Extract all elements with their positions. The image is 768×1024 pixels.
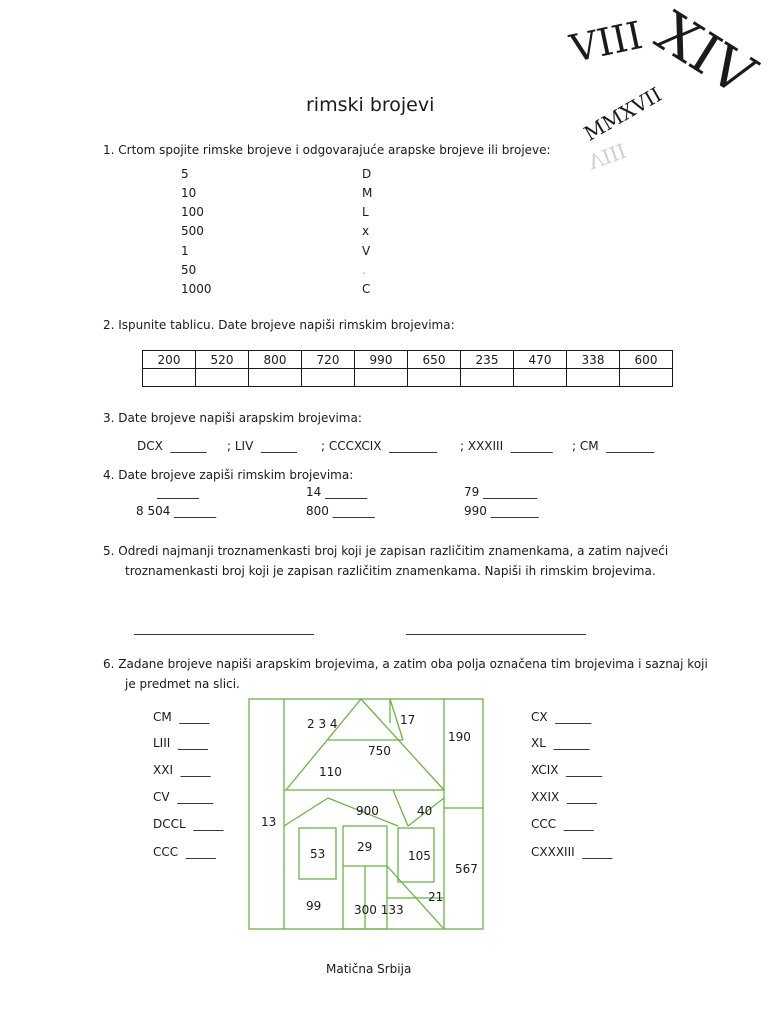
q4-item: 8 504 _______ [136,504,217,518]
house-label: 900 [356,804,379,818]
q3-item: DCX ______ [137,439,207,453]
house-label: 40 [417,804,433,818]
house-label: 17 [400,713,416,727]
q4-item: _______ [157,485,199,499]
q2-answer-cell[interactable] [567,369,620,387]
decor-numeral-reflection: VIII [585,138,630,174]
house-label: 13 [261,815,277,829]
q1-arabic-item: 5 [181,167,189,181]
roman-numerals-decoration [560,0,768,200]
house-label: 110 [319,765,342,779]
q3-item: ; CCCXCIX ________ [321,439,438,453]
q1-instruction: 1. Crtom spojite rimske brojeve i odgovarajuće arapske brojeve ili brojeve: [103,143,551,157]
q2-answer-cell[interactable] [143,369,196,387]
q2-value-cell: 520 [196,351,249,369]
q6-right-item: CX ______ [531,710,592,724]
q6-left-item: CM _____ [153,710,210,724]
decor-numeral-mmxvii: MMXVII [579,82,666,146]
house-label: 99 [306,899,322,913]
house-label: 53 [310,847,326,861]
q1-roman-item: . [362,263,366,277]
q5-instruction-line1: 5. Odredi najmanji troznamenkasti broj koji je zapisan različitim znamenkama, a zatim najveći [103,544,669,558]
q4-instruction: 4. Date brojeve zapiši rimskim brojevima: [103,468,354,482]
house-label: 190 [448,730,471,744]
q6-left-item: LIII _____ [153,736,208,750]
q6-right-item: CCC _____ [531,817,594,831]
q6-left-item: XXI _____ [153,763,211,777]
q2-value-cell: 650 [408,351,461,369]
q5-instruction-line2: troznamenkasti broj koji je zapisan različitim znamenkama. Napiši ih rimskim brojevima. [125,564,656,578]
q2-table [142,350,673,387]
q3-instruction: 3. Date brojeve napiši arapskim brojevima: [103,411,362,425]
q2-value-cell: 990 [355,351,408,369]
q6-left-item: DCCL _____ [153,817,224,831]
q6-right-item: XXIX _____ [531,790,597,804]
q2-answer-cell[interactable] [620,369,673,387]
house-label: 21 [428,890,444,904]
q6-right-item: XCIX ______ [531,763,603,777]
q2-value-cell: 200 [143,351,196,369]
q1-roman-item: V [362,244,371,258]
q1-roman-item: C [362,282,371,296]
house-label: 567 [455,862,478,876]
q2-answer-cell[interactable] [355,369,408,387]
q4-item: 990 ________ [464,504,539,518]
house-label: 105 [408,849,431,863]
q2-answer-cell[interactable] [461,369,514,387]
q1-arabic-item: 1 [181,244,189,258]
q2-answer-cell[interactable] [196,369,249,387]
q1-roman-item: M [362,186,373,200]
q2-value-cell: 338 [567,351,620,369]
q6-left-item: CCC _____ [153,845,216,859]
q1-roman-item: x [362,224,370,238]
q1-arabic-item: 50 [181,263,197,277]
q2-answer-cell[interactable] [514,369,567,387]
q2-answer-cell[interactable] [249,369,302,387]
q2-instruction: 2. Ispunite tablicu. Date brojeve napiši rimskim brojevima: [103,318,455,332]
q1-arabic-item: 10 [181,186,197,200]
q2-value-cell: 800 [249,351,302,369]
q3-item: ; LIV ______ [227,439,297,453]
q5-answer-blank[interactable]: ______________________________ [134,621,314,635]
house-label: 300 133 [354,903,404,917]
q4-item: 79 _________ [464,485,538,499]
house-puzzle-figure [248,698,488,932]
q3-item: ; XXXIII _______ [460,439,553,453]
q4-item: 800 _______ [306,504,375,518]
q6-right-item: CXXXIII _____ [531,845,613,859]
q2-value-cell: 235 [461,351,514,369]
house-label: 750 [368,744,391,758]
q1-arabic-item: 500 [181,224,204,238]
decor-numeral-viii: VIII [566,12,647,72]
q2-answer-cell[interactable] [302,369,355,387]
q6-instruction-line2: je predmet na slici. [125,677,240,691]
q1-arabic-item: 1000 [181,282,212,296]
q1-roman-item: L [362,205,369,219]
q4-item: 14 _______ [306,485,368,499]
q1-arabic-item: 100 [181,205,204,219]
q6-instruction-line1: 6. Zadane brojeve napiši arapskim brojevima, a zatim oba polja označena tim brojevima i saznaj koji [103,657,708,671]
q2-value-cell: 600 [620,351,673,369]
q3-item: ; CM ________ [572,439,655,453]
q2-answer-cell[interactable] [408,369,461,387]
q5-answer-blank[interactable]: ______________________________ [406,621,586,635]
q2-answer-row [143,369,673,387]
q6-left-item: CV ______ [153,790,214,804]
house-label: 29 [357,840,373,854]
page-title: rimski brojevi [306,94,435,116]
q2-value-row [143,351,673,369]
q1-roman-item: D [362,167,372,181]
q2-value-cell: 720 [302,351,355,369]
decor-numeral-xiv: XIV [644,0,766,110]
footer-source: Matična Srbija [326,962,412,976]
q2-value-cell: 470 [514,351,567,369]
q6-right-item: XL ______ [531,736,590,750]
house-label: 2 3 4 [307,717,338,731]
